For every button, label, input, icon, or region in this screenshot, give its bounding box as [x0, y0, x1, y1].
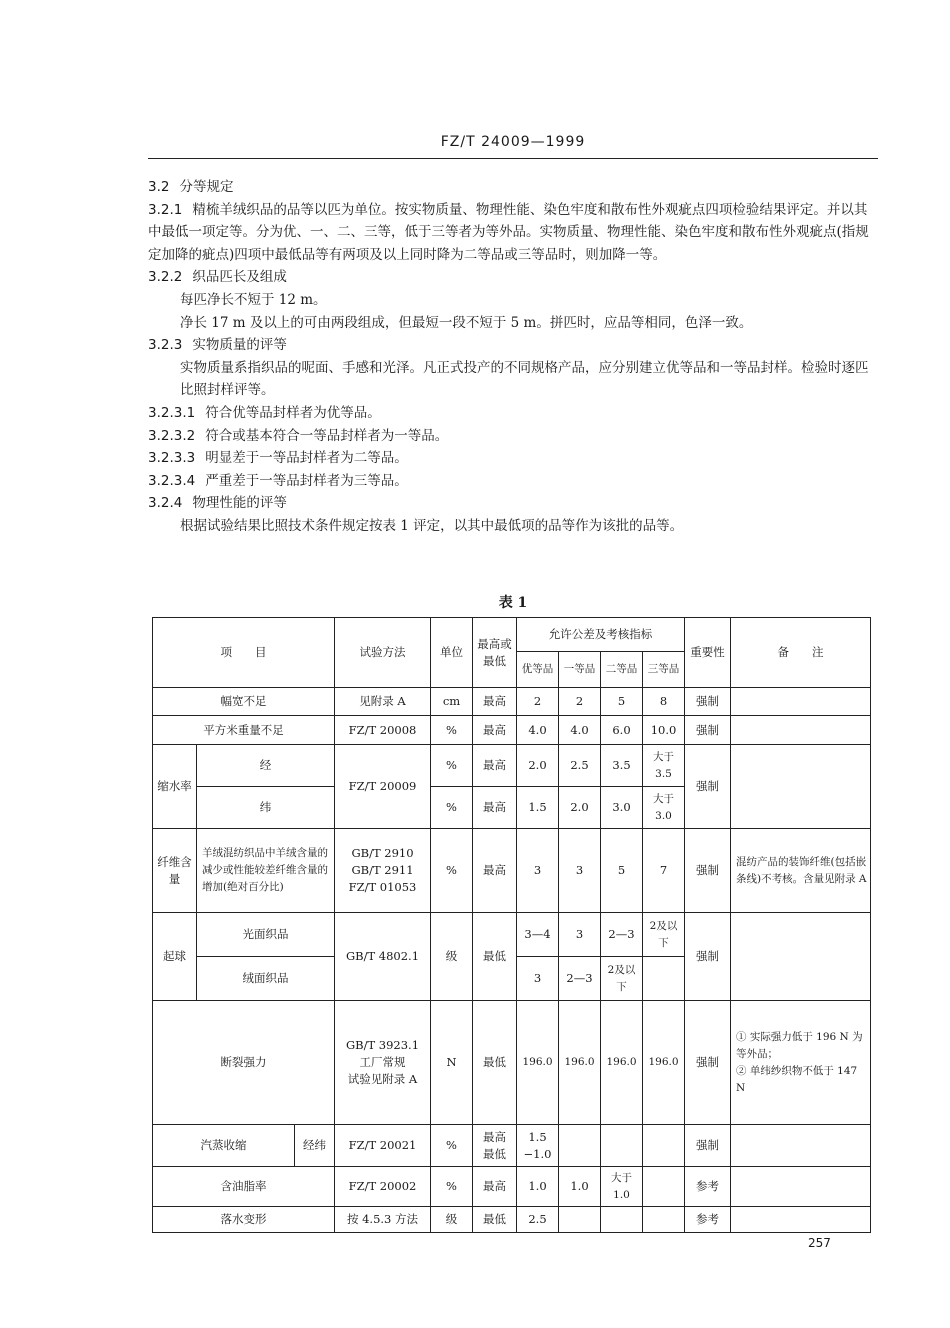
- method-line: 试验见附录 A: [347, 1072, 418, 1086]
- row-grade-1: 4.0: [517, 716, 559, 745]
- row-grade-4: [643, 1167, 685, 1207]
- section-number: 3.2.3.3: [148, 450, 196, 467]
- method-line: GB/T 3923.1: [345, 1038, 420, 1052]
- header-grade-second: 二等品: [601, 652, 643, 688]
- row-grade-4: [643, 1207, 685, 1233]
- row-method: FZ/T 20021: [335, 1125, 431, 1167]
- row-grade-2: 3: [559, 913, 601, 957]
- row-item: 经: [197, 745, 335, 787]
- section-number: 3.2.3.2: [148, 427, 196, 444]
- row-note: [731, 1167, 871, 1207]
- paragraph-text: 明显差于一等品封样者为二等品。: [205, 450, 408, 467]
- row-unit: %: [431, 1125, 473, 1167]
- header-grade-third: 三等品: [643, 652, 685, 688]
- row-unit: 级: [431, 1207, 473, 1233]
- paragraph-text: 实物质量系指织品的呢面、手感和光泽。凡正式投产的不同规格产品，应分别建立优等品和一等品封样。检验时逐匹比照封样评等。: [180, 359, 869, 399]
- row-importance: 参考: [685, 1207, 731, 1233]
- limit-line: 最高: [483, 1129, 506, 1144]
- row-importance: 强制: [685, 1001, 731, 1125]
- row-note: [731, 1207, 871, 1233]
- row-limit: 最高: [473, 688, 517, 716]
- row-unit: cm: [431, 688, 473, 716]
- row-grade-3: 5: [601, 829, 643, 913]
- row-unit: %: [431, 745, 473, 787]
- row-grade-3: 2—3: [601, 913, 643, 957]
- header-tolerance: 允许公差及考核指标: [517, 618, 685, 652]
- section-number: 3.2.1: [148, 201, 183, 218]
- row-item: 断裂强力: [153, 1001, 335, 1125]
- row-item: 汽蒸收缩: [153, 1125, 295, 1167]
- row-note: [731, 1125, 871, 1167]
- row-grade-1: [517, 1125, 559, 1167]
- section-number: 3.2: [148, 179, 170, 195]
- header-limit: 最高或最低: [473, 618, 517, 688]
- row-limit: 最高: [473, 1167, 517, 1207]
- table-row: [153, 829, 871, 913]
- row-grade-4: 10.0: [643, 716, 685, 745]
- row-note: [731, 1001, 871, 1125]
- method-line: GB/T 2911: [351, 863, 414, 877]
- header-note: 备 注: [731, 618, 871, 688]
- row-method: [335, 1001, 431, 1125]
- table-row: [153, 688, 871, 716]
- paragraph: [148, 289, 878, 312]
- table-1: [152, 617, 871, 1233]
- row-method: 见附录 A: [335, 688, 431, 716]
- row-unit: %: [431, 716, 473, 745]
- row-grade-3: [601, 1207, 643, 1233]
- grade-line: −1.0: [523, 1146, 552, 1161]
- paragraph-text: 实物质量的评等: [192, 337, 287, 354]
- row-grade-4: 大于3.0: [643, 787, 685, 829]
- paragraph-text: 每匹净长不短于 12 m。: [180, 291, 327, 308]
- row-group: 起球: [153, 913, 197, 1001]
- paragraph: [148, 266, 878, 289]
- method-line: GB/T 2910: [351, 846, 414, 860]
- paragraph: [148, 199, 878, 267]
- row-grade-1: 1.5: [517, 787, 559, 829]
- row-grade-3: 3.5: [601, 745, 643, 787]
- row-item: 含油脂率: [153, 1167, 335, 1207]
- row-grade-2: [559, 1125, 601, 1167]
- row-grade-2: 2.5: [559, 745, 601, 787]
- paragraph-text: 净长 17 m 及以上的可由两段组成，但最短一段不短于 5 m。拼匹时，应品等相同，色泽一致。: [180, 314, 753, 331]
- paragraph-text: 精梳羊绒织品的品等以匹为单位。按实物质量、物理性能、染色牢度和散布性外观疵点四项检验结果评定。并以其中最低一项定等。分为优、一、二、三等，低于三等者为等外品。实物质量、物理性能、染色牢度和散布性外观疵点(指规定加降的疵点)四项中最低品等有两项及以上同时降为二等品或三等品时，则加降一等。: [148, 201, 869, 263]
- row-grade-2: 3: [559, 829, 601, 913]
- paragraph-text: 分等规定: [179, 179, 234, 195]
- row-grade-2: 1.0: [559, 1167, 601, 1207]
- row-grade-3: 大于1.0: [601, 1167, 643, 1207]
- row-method: GB/T 4802.1: [335, 913, 431, 1001]
- row-grade-2: 2: [559, 688, 601, 716]
- row-importance: 强制: [685, 688, 731, 716]
- row-limit: 最高: [473, 745, 517, 787]
- method-line: 工厂常规: [359, 1055, 406, 1069]
- paragraph: [148, 334, 878, 357]
- row-grade-2: [559, 1207, 601, 1233]
- table-row: [153, 913, 871, 957]
- paragraph-text: 织品匹长及组成: [192, 269, 287, 286]
- row-importance: 强制: [685, 829, 731, 913]
- row-method: FZ/T 20002: [335, 1167, 431, 1207]
- row-limit: 最高: [473, 829, 517, 913]
- paragraph: [148, 425, 878, 448]
- row-note: [731, 745, 871, 829]
- paragraph: [148, 357, 878, 402]
- header-method: 试验方法: [335, 618, 431, 688]
- row-unit: N: [431, 1001, 473, 1125]
- row-grade-2: 4.0: [559, 716, 601, 745]
- header-grade-first: 一等品: [559, 652, 601, 688]
- row-note: 混纺产品的装饰纤维(包括嵌条线)不考核。含量见附录 A: [731, 829, 871, 913]
- row-method: FZ/T 20009: [335, 745, 431, 829]
- section-number: 3.2.3: [148, 337, 183, 354]
- paragraph: [148, 492, 878, 515]
- row-grade-1: 3—4: [517, 913, 559, 957]
- table-caption: 表 1: [498, 595, 528, 611]
- row-importance: 强制: [685, 716, 731, 745]
- row-grade-4: 8: [643, 688, 685, 716]
- header-unit: 单位: [431, 618, 473, 688]
- note-line: ① 实际强力低于 196 N 为等外品；: [736, 1030, 863, 1060]
- row-note: [731, 913, 871, 1001]
- row-method: [335, 829, 431, 913]
- row-grade-4: 2及以下: [643, 913, 685, 957]
- paragraph-text: 严重差于一等品封样者为三等品。: [205, 472, 408, 489]
- row-note: [731, 716, 871, 745]
- paragraph-text: 根据试验结果比照技术条件规定按表 1 评定，以其中最低项的品等作为该批的品等。: [180, 517, 684, 534]
- row-grade-1: 1.0: [517, 1167, 559, 1207]
- row-importance: 强制: [685, 1125, 731, 1167]
- row-grade-1: 2: [517, 688, 559, 716]
- row-limit: 最高: [473, 787, 517, 829]
- row-method: 按 4.5.3 方法: [335, 1207, 431, 1233]
- row-item: 羊绒混纺织品中羊绒含量的减少或性能较差纤维含量的增加(绝对百分比): [197, 829, 335, 913]
- section-number: 3.2.4: [148, 495, 183, 512]
- row-subitem: 经纬: [295, 1125, 335, 1167]
- row-unit: %: [431, 1167, 473, 1207]
- row-note: [731, 688, 871, 716]
- row-grade-4: [643, 957, 685, 1001]
- header-item: 项 目: [153, 618, 335, 688]
- row-importance: 参考: [685, 1167, 731, 1207]
- row-limit: 最低: [473, 913, 517, 1001]
- row-item: 平方米重量不足: [153, 716, 335, 745]
- paragraph-text: 符合或基本符合一等品封样者为一等品。: [205, 427, 449, 444]
- section-number: 3.2.2: [148, 269, 183, 286]
- row-grade-3: 3.0: [601, 787, 643, 829]
- row-limit: 最低: [473, 1207, 517, 1233]
- table-row: [153, 745, 871, 787]
- row-item: 纬: [197, 787, 335, 829]
- table-row: [153, 1167, 871, 1207]
- table-row: [153, 1001, 871, 1125]
- row-group: 缩水率: [153, 745, 197, 829]
- table-header-row: [153, 618, 871, 652]
- document-header: FZ/T 24009—1999: [440, 134, 586, 150]
- header-grade-premium: 优等品: [517, 652, 559, 688]
- paragraph: [148, 447, 878, 470]
- header-importance: 重要性: [685, 618, 731, 688]
- row-limit: [473, 1125, 517, 1167]
- row-grade-2: 2.0: [559, 787, 601, 829]
- paragraph: [148, 515, 878, 538]
- row-grade-1: 3: [517, 957, 559, 1001]
- paragraph: [148, 402, 878, 425]
- row-grade-2: 196.0: [559, 1001, 601, 1125]
- row-method: FZ/T 20008: [335, 716, 431, 745]
- grade-line: 1.5: [528, 1129, 547, 1144]
- row-grade-1: 2.5: [517, 1207, 559, 1233]
- row-item: 绒面织品: [197, 957, 335, 1001]
- row-grade-2: 2—3: [559, 957, 601, 1001]
- paragraph: [148, 470, 878, 493]
- section-number: 3.2.3.1: [148, 404, 196, 421]
- row-grade-1: 2.0: [517, 745, 559, 787]
- table-row: [153, 1125, 871, 1167]
- section-number: 3.2.3.4: [148, 472, 196, 489]
- row-grade-3: 2及以下: [601, 957, 643, 1001]
- note-line: ② 单纬纱织物不低于 147 N: [736, 1064, 858, 1094]
- paragraph: [148, 312, 878, 335]
- row-grade-1: 196.0: [517, 1001, 559, 1125]
- row-grade-4: 大于3.5: [643, 745, 685, 787]
- row-grade-3: [601, 1125, 643, 1167]
- row-item: 幅宽不足: [153, 688, 335, 716]
- paragraph-text: 物理性能的评等: [192, 495, 287, 512]
- method-line: FZ/T 01053: [348, 880, 417, 894]
- paragraph: [148, 176, 878, 199]
- row-unit: 级: [431, 913, 473, 1001]
- row-grade-3: 5: [601, 688, 643, 716]
- row-limit: 最低: [473, 1001, 517, 1125]
- row-grade-3: 196.0: [601, 1001, 643, 1125]
- row-unit: %: [431, 829, 473, 913]
- table-row: [153, 1207, 871, 1233]
- row-unit: %: [431, 787, 473, 829]
- row-grade-4: [643, 1125, 685, 1167]
- row-grade-4: 7: [643, 829, 685, 913]
- row-item: 光面织品: [197, 913, 335, 957]
- page-number: 257: [808, 1236, 831, 1250]
- row-importance: 强制: [685, 745, 731, 829]
- row-item: 落水变形: [153, 1207, 335, 1233]
- row-group: 纤维含量: [153, 829, 197, 913]
- row-importance: 强制: [685, 913, 731, 1001]
- paragraph-text: 符合优等品封样者为优等品。: [205, 404, 381, 421]
- limit-line: 最低: [483, 1146, 506, 1161]
- header-rule: [148, 158, 878, 159]
- table-row: [153, 716, 871, 745]
- row-grade-3: 6.0: [601, 716, 643, 745]
- body-text: [148, 176, 878, 538]
- row-grade-4: 196.0: [643, 1001, 685, 1125]
- row-limit: 最高: [473, 716, 517, 745]
- row-grade-1: 3: [517, 829, 559, 913]
